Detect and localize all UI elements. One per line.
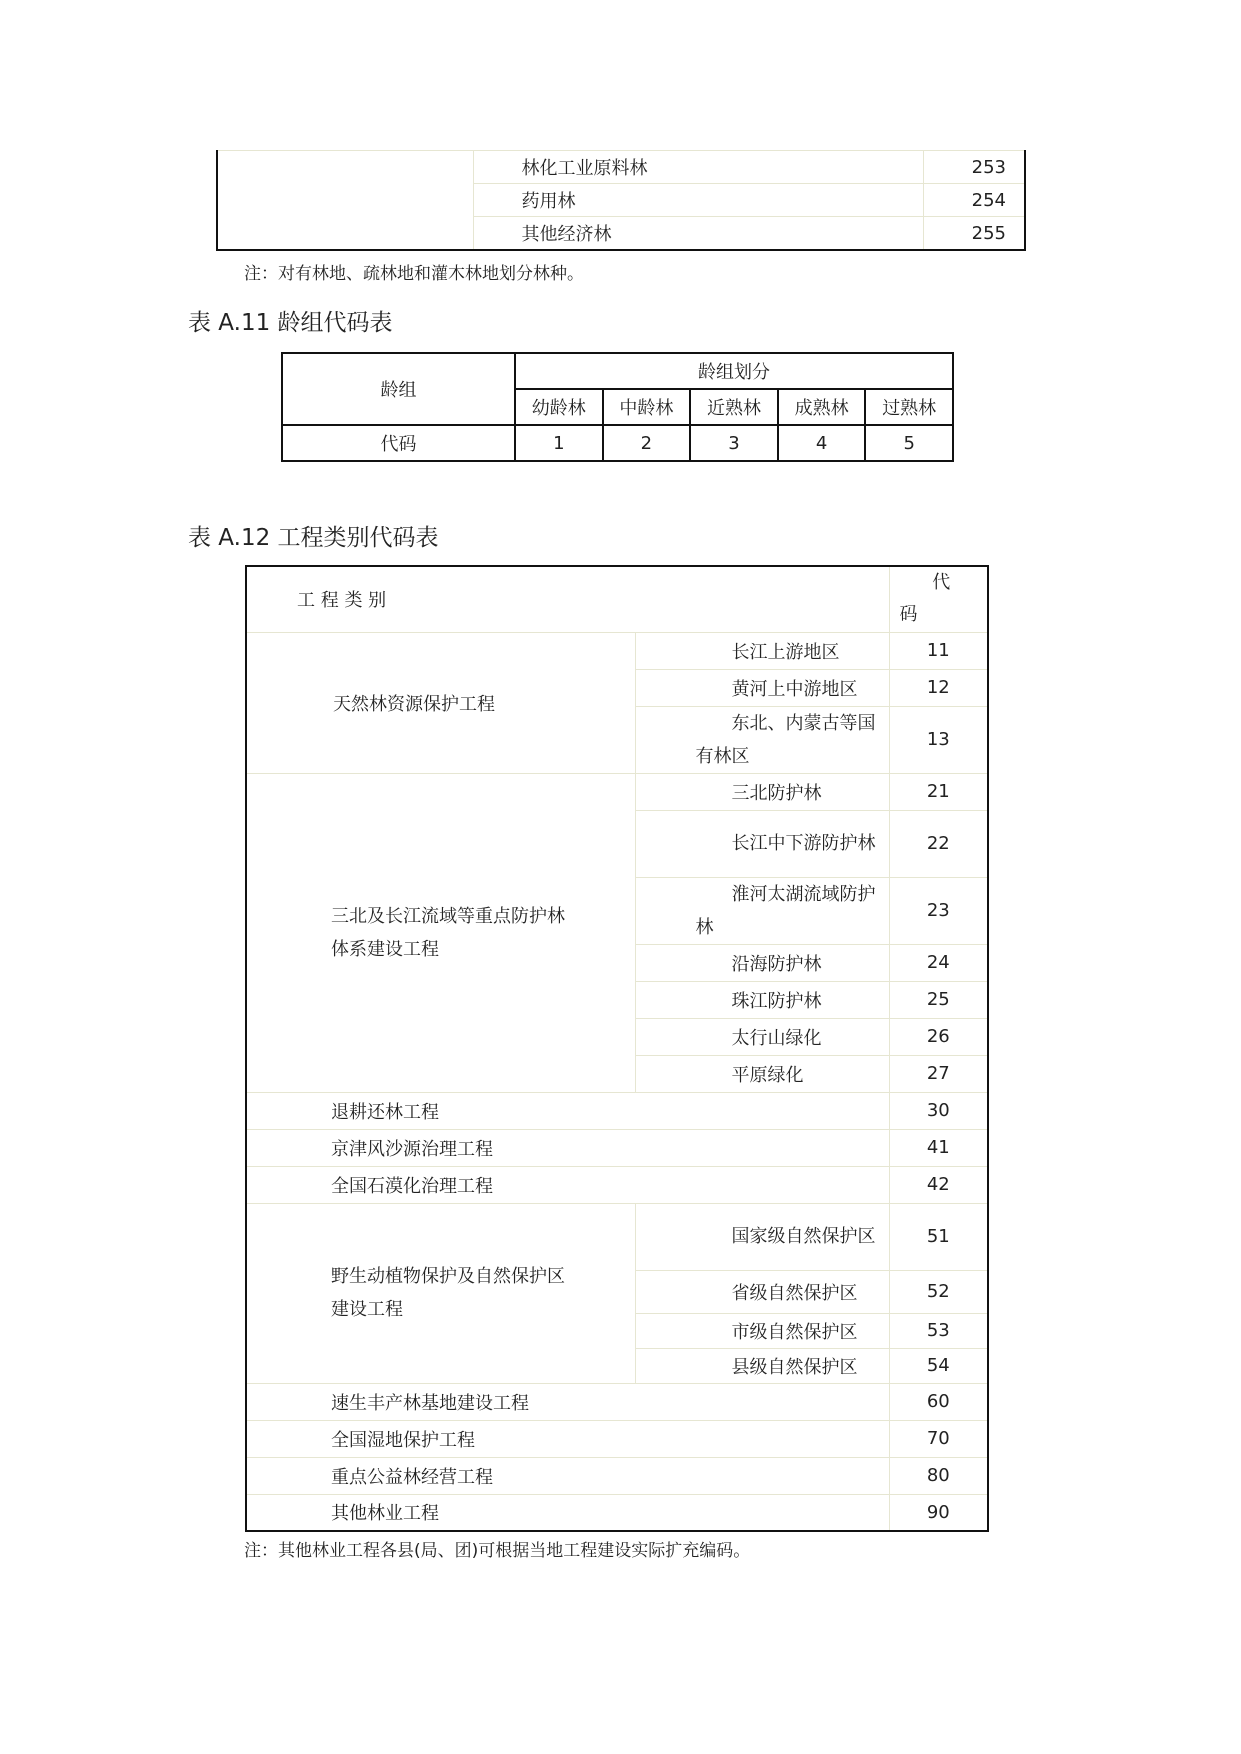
- age-code: 1: [515, 425, 603, 461]
- project-name: 全国石漠化治理工程: [246, 1166, 889, 1203]
- group-name: 天然林资源保护工程: [246, 632, 635, 773]
- age-code: 4: [778, 425, 866, 461]
- age-group-row-header: 龄组: [282, 353, 515, 425]
- project-code: 11: [889, 632, 988, 669]
- sub-item: 珠江防护林: [635, 981, 889, 1018]
- sub-item: 长江中下游防护林: [635, 810, 889, 877]
- sub-item: 淮河太湖流域防护林: [635, 877, 889, 944]
- age-group-code-table: [281, 352, 954, 462]
- project-code: 22: [889, 810, 988, 877]
- group-name: [246, 1203, 635, 1383]
- header-code-char: 码: [899, 604, 918, 626]
- project-code: 41: [889, 1129, 988, 1166]
- age-code: 5: [865, 425, 953, 461]
- group-name-line: 野生动植物保护及自然保护区: [331, 1266, 565, 1287]
- code-label: 代码: [282, 425, 515, 461]
- table2-caption: 表 A.11 龄组代码表: [188, 310, 393, 336]
- table1-note: 注：对有林地、疏林地和灌木林地划分林种。: [244, 264, 584, 284]
- sub-item: 平原绿化: [635, 1055, 889, 1092]
- table3-note: 注：其他林业工程各县(局、团)可根据当地工程建设实际扩充编码。: [244, 1541, 751, 1561]
- project-code: 53: [889, 1313, 988, 1348]
- project-code: 25: [889, 981, 988, 1018]
- project-code: 26: [889, 1018, 988, 1055]
- project-code: 60: [889, 1383, 988, 1420]
- age-group-header: 龄组划分: [515, 353, 953, 389]
- table-cell-code: 253: [923, 151, 1025, 184]
- age-category: 成熟林: [778, 389, 866, 425]
- sub-item: 国家级自然保护区: [635, 1203, 889, 1270]
- project-code: 13: [889, 706, 988, 773]
- sub-item: 省级自然保护区: [635, 1270, 889, 1313]
- group-name: [246, 773, 635, 1092]
- table-cell-name: 药用林: [473, 184, 923, 217]
- header-code-char: 代: [932, 572, 951, 594]
- project-code: 12: [889, 669, 988, 706]
- project-code: 54: [889, 1348, 988, 1383]
- merged-empty-cell: [217, 151, 473, 251]
- project-code: 21: [889, 773, 988, 810]
- sub-item: 黄河上中游地区: [635, 669, 889, 706]
- project-name: 速生丰产林基地建设工程: [246, 1383, 889, 1420]
- sub-item: 东北、内蒙古等国有林区: [635, 706, 889, 773]
- sub-item: 县级自然保护区: [635, 1348, 889, 1383]
- table-cell-name: 林化工业原料林: [473, 151, 923, 184]
- age-category: 幼龄林: [515, 389, 603, 425]
- header-code: [889, 566, 988, 632]
- sub-item: 市级自然保护区: [635, 1313, 889, 1348]
- forest-type-table-continued: [216, 150, 1026, 251]
- project-code: 42: [889, 1166, 988, 1203]
- project-code: 27: [889, 1055, 988, 1092]
- table-cell-code: 254: [923, 184, 1025, 217]
- age-code: 2: [603, 425, 691, 461]
- age-code: 3: [690, 425, 778, 461]
- age-category: 过熟林: [865, 389, 953, 425]
- project-code: 70: [889, 1420, 988, 1457]
- age-category: 中龄林: [603, 389, 691, 425]
- group-name-line: 建设工程: [331, 1299, 403, 1320]
- sub-item: 沿海防护林: [635, 944, 889, 981]
- sub-item: 太行山绿化: [635, 1018, 889, 1055]
- project-code: 30: [889, 1092, 988, 1129]
- project-code: 90: [889, 1494, 988, 1531]
- project-code: 52: [889, 1270, 988, 1313]
- project-code: 51: [889, 1203, 988, 1270]
- sub-item: 三北防护林: [635, 773, 889, 810]
- project-code: 24: [889, 944, 988, 981]
- group-name-line: 体系建设工程: [331, 938, 439, 960]
- table-cell-name: 其他经济林: [473, 217, 923, 251]
- age-category: 近熟林: [690, 389, 778, 425]
- group-name-line: 三北及长江流域等重点防护林: [331, 905, 565, 927]
- project-name: 全国湿地保护工程: [246, 1420, 889, 1457]
- project-name: 京津风沙源治理工程: [246, 1129, 889, 1166]
- sub-item: 长江上游地区: [635, 632, 889, 669]
- header-category: 工 程 类 别: [246, 566, 889, 632]
- project-name: 退耕还林工程: [246, 1092, 889, 1129]
- project-name: 重点公益林经营工程: [246, 1457, 889, 1494]
- table-cell-code: 255: [923, 217, 1025, 251]
- project-name: 其他林业工程: [246, 1494, 889, 1531]
- project-category-code-table: [245, 565, 989, 1532]
- table3-caption: 表 A.12 工程类别代码表: [188, 525, 439, 551]
- project-code: 23: [889, 877, 988, 944]
- project-code: 80: [889, 1457, 988, 1494]
